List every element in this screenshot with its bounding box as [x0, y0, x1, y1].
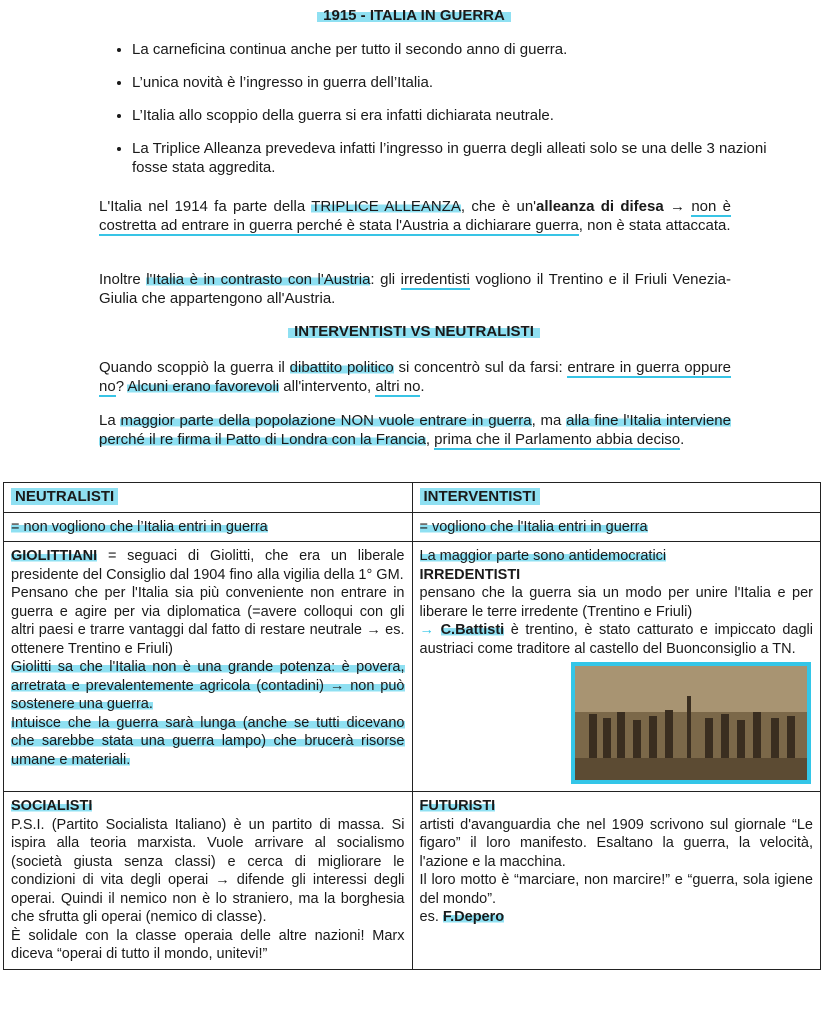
list-item: • L’unica novità è l’ingresso in guerra dell’Italia. [132, 73, 772, 92]
paragraph-austria: Inoltre l'Italia è in contrasto con l'Austria: gli irredentisti vogliono il Trentino e il Friuli Venezia-Giulia che appartengono all'Austria. [99, 271, 732, 307]
comparison-table [3, 482, 821, 970]
list-item: • La Triplice Alleanza prevedeva infatti l’ingresso in guerra degli alleati solo se una delle 3 nazioni fosse stata aggredita. [132, 139, 772, 177]
table-row [4, 512, 821, 542]
table-row [4, 542, 821, 792]
cell-irredentisti: La maggior parte sono antidemocratici IRREDENTISTI pensano che la guerra sia un modo per unire l'Italia e per liberare le terre irredente (Trentino e Friuli) → C.Battisti è trentino, è stato catturato e impiccato dagli austriaci come traditore al castello del Buonconsiglio a TN. [412, 542, 821, 792]
bullet-list [96, 40, 772, 191]
cell-socialisti: SOCIALISTI P.S.I. (Partito Socialista Italiano) è un partito di massa. Si ispira alla teoria marxista. Vuole arrivare al socialismo (società giusta senza classi) e cerca di migliorare le condizioni di vita degli operai → difende gli interessi degli operai. Quindi il nemico non è lo straniero, ma la borghesia che sfrutta gli operai (nemico di classe). È solidale con la classe operaia delle altre nazioni! Marx diceva “operai di tutto il mondo, unitevi!” [4, 792, 413, 970]
definition-neutralisti: = non vogliono che l’Italia entri in guerra [4, 512, 413, 542]
header-neutralisti: NEUTRALISTI [4, 483, 413, 513]
irredentisti-heading: IRREDENTISTI [419, 566, 521, 583]
table-row [4, 792, 821, 970]
socialisti-heading: SOCIALISTI [11, 798, 93, 814]
list-item: • L’Italia allo scoppio della guerra si era infatti dichiarata neutrale. [132, 106, 772, 125]
historical-photo [571, 662, 811, 784]
paragraph-triplice: L'Italia nel 1914 fa parte della TRIPLICE ALLEANZA, che è un'alleanza di difesa → non è costretta ad entrare in guerra perché è stata l'Austria a dichiarare guerra, non è stata attaccata. [99, 198, 731, 234]
section-title: INTERVENTISTI VS NEUTRALISTI [0, 323, 828, 340]
futuristi-heading: FUTURISTI [419, 798, 496, 814]
paragraph-patto-londra: La maggior parte della popolazione NON vuole entrare in guerra, ma alla fine l'Italia interviene perché il re firma il Patto di Londra con la Francia, prima che il Parlamento abbia deciso. [99, 412, 731, 448]
page-title: 1915 - ITALIA IN GUERRA [0, 7, 828, 24]
cell-futuristi: FUTURISTI artisti d'avanguardia che nel 1909 scrivono sul giornale “Le figaro” il loro manifesto. Esaltano la guerra, la velocità, l'azione e la macchina. Il loro motto è “marciare, non marcire!” e “guerra, sola igiene del mondo”. es. F.Depero [412, 792, 821, 970]
paragraph-dibattito: Quando scoppiò la guerra il dibattito politico si concentrò sul da farsi: entrare in guerra oppure no? Alcuni erano favorevoli all'intervento, altri no. [99, 359, 731, 395]
cell-giolittiani: GIOLITTIANI = seguaci di Giolitti, che era un liberale presidente del Consiglio dal 1904 fino alla vigilia della 1° GM. Pensano che per l'Italia sia più conveniente non entrare in guerra e agire per via diplomatica (=avere colloqui con gli altri paesi e trarre vantaggi dal fatto di restare neutrale → es. ottenere Trentino e Friuli) Giolitti sa che l'Italia non è una grande potenza: è povera, arretrata e prevalentemente agricola (contadini) → non può sostenere una guerra. Intuisce che la guerra sarà lunga (anche se tutti dicevano che sarebbe stata una guerra lampo) che brucerà risorse umane e materiali. [4, 542, 413, 792]
list-item: • La carneficina continua anche per tutto il secondo anno di guerra. [132, 40, 772, 59]
arrow-icon: → [419, 622, 434, 638]
giolittiani-heading: GIOLITTIANI [11, 548, 98, 564]
definition-interventisti: = vogliono che l'Italia entri in guerra [412, 512, 821, 542]
header-interventisti: INTERVENTISTI [412, 483, 821, 513]
table-row [4, 483, 821, 513]
